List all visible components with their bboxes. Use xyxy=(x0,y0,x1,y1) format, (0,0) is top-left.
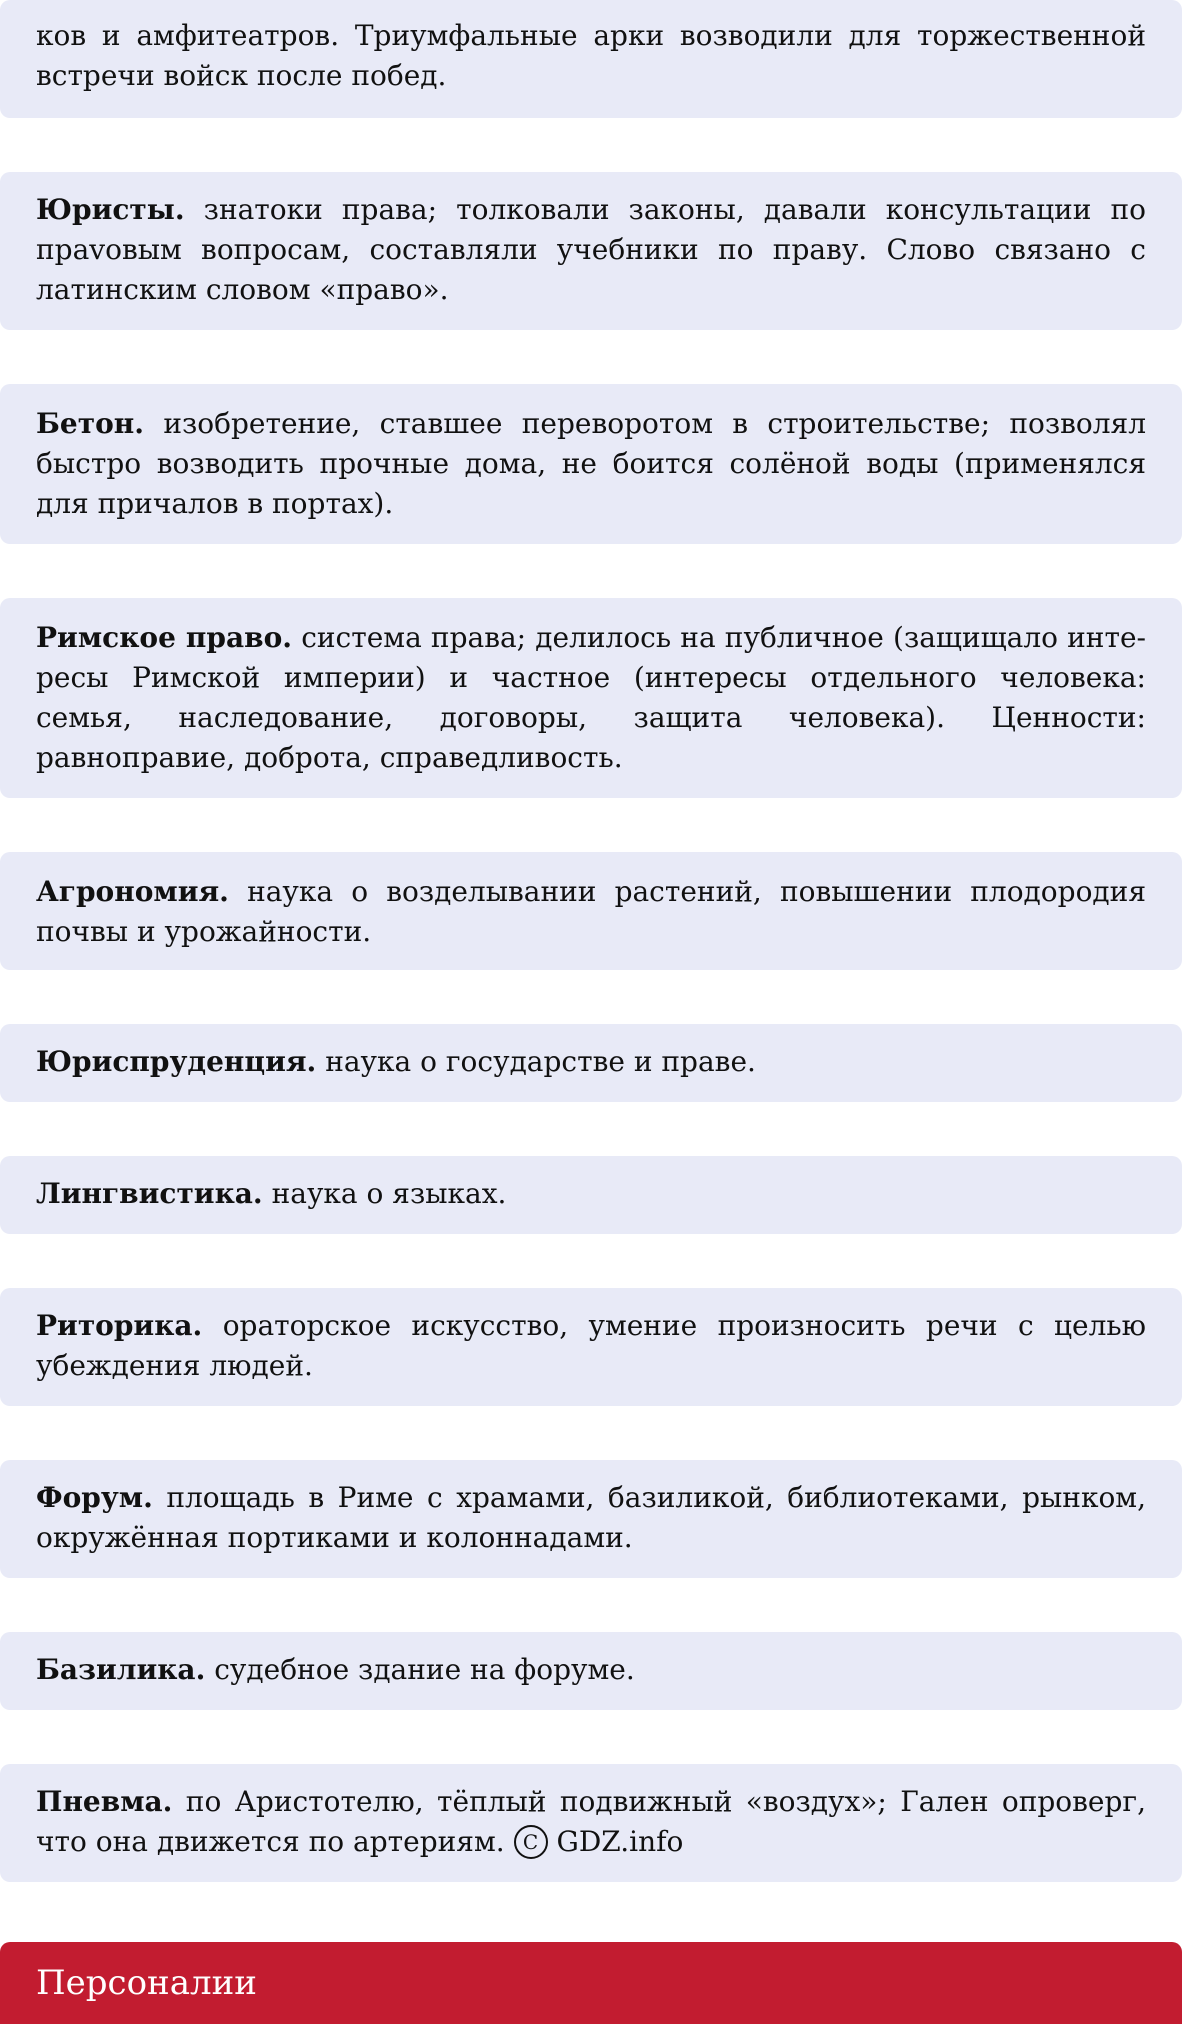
entry-text: площадь в Риме с храмами, базиликой, библиотеками, рынком, окружённая портиками и колоннадами. xyxy=(36,1481,1146,1554)
entry-term: Агрономия. xyxy=(36,875,229,908)
entry-text: ораторское искусство, умение произносить речи с целью убеждения людей. xyxy=(36,1309,1146,1382)
entry-term: Форум. xyxy=(36,1481,153,1514)
copyright-icon: C xyxy=(514,1825,548,1859)
entry-card-rhetoric xyxy=(0,1288,1182,1406)
entry-text: наука о языках. xyxy=(271,1177,507,1210)
entry-text: система права; делилось на публичное (защищало интересы Римской империи) и частное (интересы отдельного человека: семья, наследование, договоры, защита человека). Ценности: равноправие, доброта, справедливость. xyxy=(36,621,1146,774)
entry-text: ков и амфитеатров. Триумфальные арки возводили для торжественной встречи войск после побед. xyxy=(36,19,1146,92)
entry-term: Юриспруденция. xyxy=(36,1045,317,1078)
entry-term: Базилика. xyxy=(36,1653,206,1686)
entry-term: Бетон. xyxy=(36,407,145,440)
entry-card-jurisprudence xyxy=(0,1024,1182,1102)
entry-term: Юристы. xyxy=(36,193,185,226)
entry-term: Риторика. xyxy=(36,1309,203,1342)
entry-text: наука о возделывании растений, повышении плодородия почвы и урожайности. xyxy=(36,875,1146,948)
entry-text: судебное здание на форуме. xyxy=(214,1653,635,1686)
entry-text: изобретение, ставшее переворотом в строительстве; позволял быстро возводить прочные дома, не боится солёной воды (применялся для причалов в портах). xyxy=(36,407,1146,520)
entry-card-concrete xyxy=(0,384,1182,544)
entry-card-roman-law xyxy=(0,598,1182,798)
entry-card-continuation xyxy=(0,0,1182,118)
entry-card-basilica xyxy=(0,1632,1182,1710)
copyright-text: GDZ.info xyxy=(556,1825,684,1858)
entry-term: Лингвистика. xyxy=(36,1177,263,1210)
entry-term: Римское право. xyxy=(36,621,293,654)
entry-card-agronomy xyxy=(0,852,1182,970)
entry-card-pneuma xyxy=(0,1764,1182,1882)
entry-text: по Аристотелю, тёплый подвижный «воздух»; Гален опроверг, что она движется по артериям. xyxy=(36,1785,1146,1858)
entry-card-linguistics xyxy=(0,1156,1182,1234)
section-header-banner xyxy=(0,1942,1182,2024)
section-header-title: Персоналии xyxy=(36,1963,257,2003)
entry-text: знатоки права; толковали законы, давали консультации по праvовым вопросам, составляли учебники по праву. Слово связано с латинским словом «право». xyxy=(36,193,1146,306)
entry-term: Пневма. xyxy=(36,1785,173,1818)
entry-card-forum xyxy=(0,1460,1182,1578)
entry-text: наука о государстве и праве. xyxy=(325,1045,756,1078)
entry-card-jurists xyxy=(0,172,1182,330)
